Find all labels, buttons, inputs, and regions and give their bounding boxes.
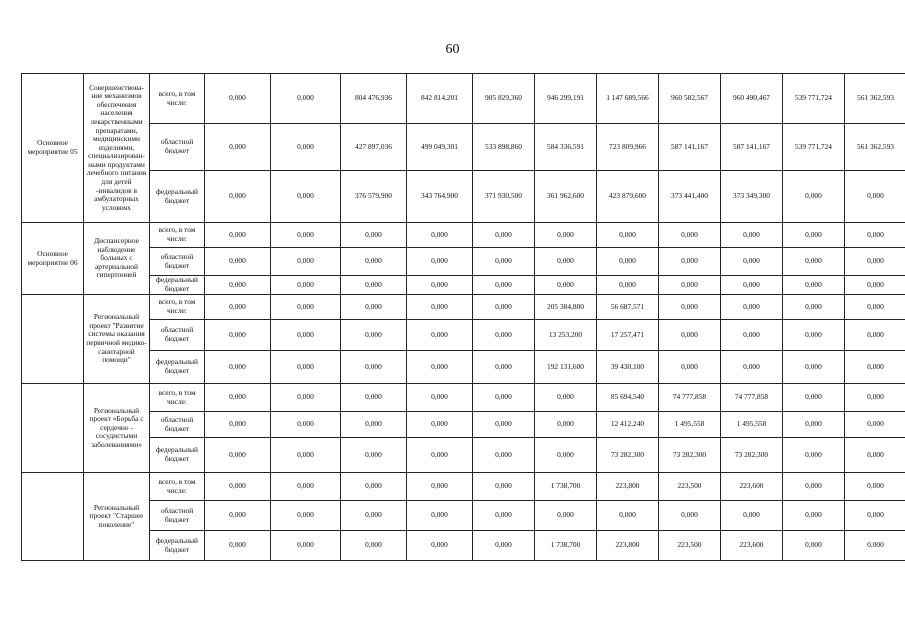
- amount-cell: 0,000: [473, 501, 535, 531]
- amount-cell: 0,000: [407, 531, 473, 561]
- amount-cell: 0,000: [407, 320, 473, 351]
- amount-cell: 0,000: [845, 320, 905, 351]
- amount-cell: 0,000: [845, 473, 905, 501]
- amount-cell: 0,000: [473, 223, 535, 248]
- amount-cell: 223,800: [597, 473, 659, 501]
- table-row: [22, 74, 905, 124]
- amount-cell: 0,000: [205, 473, 271, 501]
- amount-cell: 0,000: [845, 248, 905, 276]
- amount-cell: 0,000: [783, 320, 845, 351]
- table-row: [22, 473, 905, 501]
- amount-cell: 0,000: [721, 351, 783, 384]
- table-row: [22, 124, 905, 171]
- table-row: [22, 531, 905, 561]
- amount-cell: 0,000: [407, 501, 473, 531]
- amount-cell: 0,000: [845, 412, 905, 438]
- amount-cell: 905 829,360: [473, 74, 535, 124]
- amount-cell: 376 579,900: [341, 171, 407, 223]
- amount-cell: 0,000: [271, 501, 341, 531]
- amount-cell: 0,000: [473, 412, 535, 438]
- amount-cell: 0,000: [341, 384, 407, 412]
- amount-cell: 723 809,966: [597, 124, 659, 171]
- amount-cell: 12 412,240: [597, 412, 659, 438]
- funding-source-cell: всего, в том числе:: [150, 295, 205, 320]
- amount-cell: 0,000: [205, 276, 271, 295]
- amount-cell: 73 282,300: [659, 438, 721, 473]
- amount-cell: 85 694,540: [597, 384, 659, 412]
- amount-cell: 0,000: [721, 276, 783, 295]
- amount-cell: 0,000: [271, 295, 341, 320]
- funding-source-cell: всего, в том числе:: [150, 74, 205, 124]
- amount-cell: 0,000: [205, 412, 271, 438]
- table-row: [22, 351, 905, 384]
- amount-cell: 0,000: [721, 248, 783, 276]
- amount-cell: 0,000: [783, 351, 845, 384]
- amount-cell: 0,000: [597, 276, 659, 295]
- amount-cell: 533 898,860: [473, 124, 535, 171]
- amount-cell: 1 495,558: [721, 412, 783, 438]
- amount-cell: 561 362,593: [845, 124, 905, 171]
- amount-cell: 0,000: [597, 501, 659, 531]
- amount-cell: 0,000: [659, 223, 721, 248]
- amount-cell: 0,000: [535, 223, 597, 248]
- amount-cell: 0,000: [535, 438, 597, 473]
- amount-cell: 0,000: [271, 412, 341, 438]
- amount-cell: 223,600: [721, 531, 783, 561]
- amount-cell: 74 777,858: [721, 384, 783, 412]
- funding-source-cell: федеральный бюджет: [150, 276, 205, 295]
- amount-cell: 0,000: [205, 384, 271, 412]
- amount-cell: 0,000: [535, 276, 597, 295]
- amount-cell: 0,000: [473, 248, 535, 276]
- amount-cell: 0,000: [783, 531, 845, 561]
- amount-cell: 0,000: [783, 223, 845, 248]
- amount-cell: 561 362,593: [845, 74, 905, 124]
- funding-source-cell: федеральный бюджет: [150, 171, 205, 223]
- amount-cell: 0,000: [845, 384, 905, 412]
- amount-cell: 17 257,471: [597, 320, 659, 351]
- amount-cell: 0,000: [341, 248, 407, 276]
- amount-cell: 0,000: [473, 276, 535, 295]
- amount-cell: 0,000: [271, 531, 341, 561]
- amount-cell: 373 441,400: [659, 171, 721, 223]
- amount-cell: 0,000: [271, 384, 341, 412]
- amount-cell: 13 253,200: [535, 320, 597, 351]
- amount-cell: 842 814,201: [407, 74, 473, 124]
- table-row: [22, 501, 905, 531]
- amount-cell: 0,000: [783, 412, 845, 438]
- amount-cell: 0,000: [271, 473, 341, 501]
- table-row: [22, 384, 905, 412]
- amount-cell: 0,000: [271, 438, 341, 473]
- amount-cell: 0,000: [341, 223, 407, 248]
- funding-source-cell: областной бюджет: [150, 412, 205, 438]
- amount-cell: 0,000: [271, 74, 341, 124]
- page-number: 60: [445, 42, 460, 57]
- amount-cell: 0,000: [783, 438, 845, 473]
- amount-cell: 0,000: [271, 171, 341, 223]
- amount-cell: 0,000: [597, 248, 659, 276]
- amount-cell: 0,000: [341, 412, 407, 438]
- amount-cell: 0,000: [205, 124, 271, 171]
- amount-cell: 0,000: [845, 171, 905, 223]
- amount-cell: 0,000: [783, 248, 845, 276]
- program-code-cell: Основное мероприятие 06: [22, 223, 84, 295]
- amount-cell: 0,000: [407, 295, 473, 320]
- amount-cell: 0,000: [783, 501, 845, 531]
- amount-cell: 1 738,700: [535, 473, 597, 501]
- amount-cell: 0,000: [473, 531, 535, 561]
- amount-cell: 192 131,600: [535, 351, 597, 384]
- amount-cell: 0,000: [341, 320, 407, 351]
- amount-cell: 0,000: [845, 276, 905, 295]
- amount-cell: 0,000: [597, 223, 659, 248]
- amount-cell: 1 495,558: [659, 412, 721, 438]
- program-name-cell: Региональный проект «Борьба с сердечно - сосудистыми заболеваниями»: [84, 384, 150, 473]
- amount-cell: 0,000: [783, 295, 845, 320]
- amount-cell: 0,000: [341, 438, 407, 473]
- amount-cell: 427 897,036: [341, 124, 407, 171]
- amount-cell: 1 147 689,566: [597, 74, 659, 124]
- amount-cell: 223,500: [659, 531, 721, 561]
- amount-cell: 0,000: [271, 351, 341, 384]
- amount-cell: 0,000: [205, 501, 271, 531]
- amount-cell: 0,000: [407, 248, 473, 276]
- amount-cell: 0,000: [535, 384, 597, 412]
- amount-cell: 0,000: [721, 320, 783, 351]
- amount-cell: 539 771,724: [783, 124, 845, 171]
- amount-cell: 0,000: [659, 276, 721, 295]
- program-code-cell: Основное мероприятие 05: [22, 74, 84, 223]
- amount-cell: 0,000: [407, 351, 473, 384]
- amount-cell: 0,000: [659, 320, 721, 351]
- amount-cell: 0,000: [845, 531, 905, 561]
- table-row: [22, 438, 905, 473]
- program-name-cell: Региональный проект "Старшее поколение": [84, 473, 150, 561]
- amount-cell: 499 049,301: [407, 124, 473, 171]
- amount-cell: 0,000: [473, 351, 535, 384]
- amount-cell: 0,000: [535, 248, 597, 276]
- amount-cell: 0,000: [659, 351, 721, 384]
- amount-cell: 0,000: [473, 473, 535, 501]
- amount-cell: 0,000: [473, 438, 535, 473]
- amount-cell: 0,000: [845, 295, 905, 320]
- amount-cell: 0,000: [205, 171, 271, 223]
- amount-cell: 0,000: [845, 351, 905, 384]
- amount-cell: 0,000: [205, 320, 271, 351]
- amount-cell: 0,000: [271, 223, 341, 248]
- funding-source-cell: федеральный бюджет: [150, 531, 205, 561]
- amount-cell: 0,000: [535, 501, 597, 531]
- budget-table: [21, 73, 905, 561]
- amount-cell: 223,600: [721, 473, 783, 501]
- amount-cell: 960 582,567: [659, 74, 721, 124]
- amount-cell: 74 777,858: [659, 384, 721, 412]
- amount-cell: 1 738,700: [535, 531, 597, 561]
- amount-cell: 0,000: [473, 295, 535, 320]
- amount-cell: 0,000: [341, 295, 407, 320]
- amount-cell: 39 430,100: [597, 351, 659, 384]
- amount-cell: 0,000: [783, 171, 845, 223]
- amount-cell: 0,000: [845, 223, 905, 248]
- program-code-cell: [22, 295, 84, 384]
- amount-cell: 0,000: [205, 351, 271, 384]
- amount-cell: 0,000: [341, 473, 407, 501]
- amount-cell: 56 687,571: [597, 295, 659, 320]
- amount-cell: 0,000: [271, 276, 341, 295]
- amount-cell: 0,000: [205, 295, 271, 320]
- funding-source-cell: всего, в том числе:: [150, 384, 205, 412]
- amount-cell: 587 141,167: [721, 124, 783, 171]
- program-name-cell: Региональный проект "Развитие системы оказания первичной медико-санитарной помощи": [84, 295, 150, 384]
- amount-cell: 0,000: [659, 501, 721, 531]
- amount-cell: 0,000: [473, 320, 535, 351]
- amount-cell: 0,000: [271, 124, 341, 171]
- funding-source-cell: областной бюджет: [150, 248, 205, 276]
- amount-cell: 423 879,600: [597, 171, 659, 223]
- program-code-cell: [22, 473, 84, 561]
- amount-cell: 0,000: [205, 438, 271, 473]
- amount-cell: 0,000: [205, 223, 271, 248]
- amount-cell: 0,000: [783, 384, 845, 412]
- amount-cell: 960 490,467: [721, 74, 783, 124]
- program-name-cell: Диспансерное наблюдение больных с артериальной гипертонией: [84, 223, 150, 295]
- amount-cell: 539 771,724: [783, 74, 845, 124]
- amount-cell: 0,000: [205, 531, 271, 561]
- program-name-cell: Совершенствова-ние механизмов обеспечения населения лекарственными препаратами, медицинскими изделиями, специализирован-ными продуктами лечебного питания для детей -инвалидов в амбулаторных условиях: [84, 74, 150, 223]
- amount-cell: 0,000: [407, 384, 473, 412]
- funding-source-cell: федеральный бюджет: [150, 438, 205, 473]
- amount-cell: 373 349,300: [721, 171, 783, 223]
- amount-cell: 0,000: [721, 501, 783, 531]
- amount-cell: 371 930,500: [473, 171, 535, 223]
- amount-cell: 804 476,936: [341, 74, 407, 124]
- table-row: [22, 223, 905, 248]
- amount-cell: 0,000: [473, 384, 535, 412]
- table-row: [22, 276, 905, 295]
- amount-cell: 946 299,191: [535, 74, 597, 124]
- amount-cell: 0,000: [271, 320, 341, 351]
- amount-cell: 0,000: [783, 276, 845, 295]
- funding-source-cell: областной бюджет: [150, 320, 205, 351]
- amount-cell: 0,000: [407, 438, 473, 473]
- amount-cell: 0,000: [341, 351, 407, 384]
- amount-cell: 0,000: [205, 248, 271, 276]
- amount-cell: 0,000: [341, 276, 407, 295]
- amount-cell: 0,000: [845, 438, 905, 473]
- amount-cell: 0,000: [659, 295, 721, 320]
- table-row: [22, 412, 905, 438]
- amount-cell: 0,000: [659, 248, 721, 276]
- amount-cell: 587 141,167: [659, 124, 721, 171]
- amount-cell: 0,000: [341, 531, 407, 561]
- funding-source-cell: всего, в том числе:: [150, 473, 205, 501]
- amount-cell: 223,800: [597, 531, 659, 561]
- amount-cell: 343 764,900: [407, 171, 473, 223]
- amount-cell: 0,000: [407, 223, 473, 248]
- amount-cell: 0,000: [783, 473, 845, 501]
- amount-cell: 223,500: [659, 473, 721, 501]
- amount-cell: 73 282,300: [721, 438, 783, 473]
- amount-cell: 0,000: [535, 412, 597, 438]
- amount-cell: 0,000: [845, 501, 905, 531]
- amount-cell: 0,000: [341, 501, 407, 531]
- amount-cell: 0,000: [721, 223, 783, 248]
- funding-source-cell: областной бюджет: [150, 501, 205, 531]
- funding-source-cell: всего, в том числе:: [150, 223, 205, 248]
- funding-source-cell: федеральный бюджет: [150, 351, 205, 384]
- table-row: [22, 295, 905, 320]
- amount-cell: 0,000: [721, 295, 783, 320]
- amount-cell: 205 384,800: [535, 295, 597, 320]
- table-row: [22, 171, 905, 223]
- amount-cell: 0,000: [271, 248, 341, 276]
- amount-cell: 584 336,591: [535, 124, 597, 171]
- amount-cell: 0,000: [407, 412, 473, 438]
- amount-cell: 0,000: [407, 276, 473, 295]
- amount-cell: 73 282,300: [597, 438, 659, 473]
- table-row: [22, 320, 905, 351]
- table-row: [22, 248, 905, 276]
- amount-cell: 0,000: [407, 473, 473, 501]
- amount-cell: 361 962,600: [535, 171, 597, 223]
- program-code-cell: [22, 384, 84, 473]
- amount-cell: 0,000: [205, 74, 271, 124]
- funding-source-cell: областной бюджет: [150, 124, 205, 171]
